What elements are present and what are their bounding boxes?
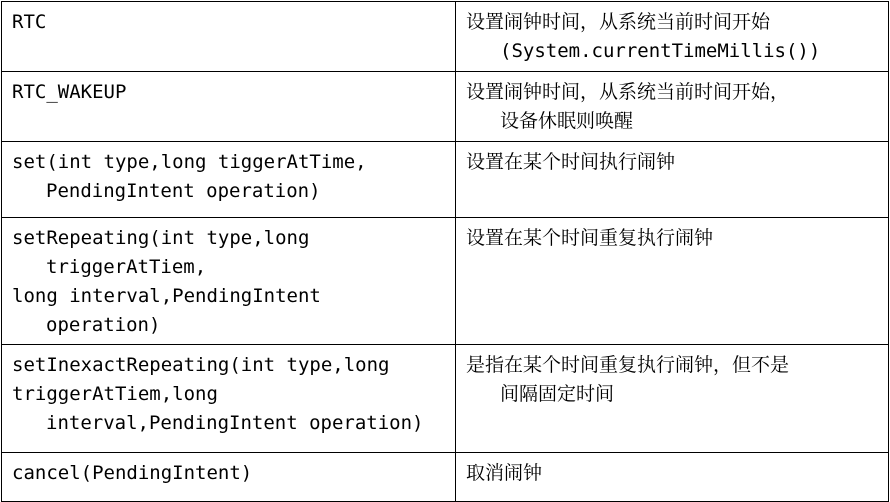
description-text: 设置闹钟时间，从系统当前时间开始，	[466, 81, 790, 103]
method-text: setInexactRepeating(int type,long	[12, 354, 390, 376]
method-text: triggerAtTiem,	[46, 256, 207, 278]
method-cell	[2, 218, 456, 345]
method-cell	[2, 72, 456, 142]
description-text: (System.currentTimeMillis())	[500, 40, 821, 62]
method-text: operation)	[46, 314, 161, 336]
alarm-api-table	[1, 1, 889, 502]
description-text: 间隔固定时间	[500, 383, 615, 405]
description-cell	[456, 218, 889, 345]
description-text: 设置在某个时间执行闹钟	[466, 151, 676, 173]
table-row	[2, 218, 889, 345]
description-text: 设备休眠则唤醒	[500, 110, 634, 132]
method-text: set(int type,long tiggerAtTime,	[12, 151, 367, 173]
method-cell	[2, 2, 456, 72]
description-text: 设置闹钟时间，从系统当前时间开始	[466, 11, 771, 33]
description-text: 取消闹钟	[466, 462, 543, 484]
method-text: PendingIntent operation)	[46, 180, 321, 202]
method-text: RTC_WAKEUP	[12, 81, 127, 103]
method-cell	[2, 142, 456, 218]
method-text: setRepeating(int type,long	[12, 227, 310, 249]
method-text: long interval,PendingIntent	[12, 285, 321, 307]
table-row	[2, 2, 889, 72]
description-text: 是指在某个时间重复执行闹钟，但不是	[466, 354, 790, 376]
method-text: interval,PendingIntent operation)	[46, 412, 424, 434]
method-text: RTC	[12, 11, 47, 33]
table-row	[2, 453, 889, 502]
method-text: triggerAtTiem,long	[12, 383, 218, 405]
table-row	[2, 72, 889, 142]
table-row	[2, 345, 889, 453]
table-row	[2, 142, 889, 218]
method-cell	[2, 345, 456, 453]
description-cell	[456, 453, 889, 502]
description-cell	[456, 2, 889, 72]
description-text: 设置在某个时间重复执行闹钟	[466, 227, 714, 249]
description-cell	[456, 345, 889, 453]
description-cell	[456, 142, 889, 218]
method-text: cancel(PendingIntent)	[12, 462, 253, 484]
description-cell	[456, 72, 889, 142]
method-cell	[2, 453, 456, 502]
